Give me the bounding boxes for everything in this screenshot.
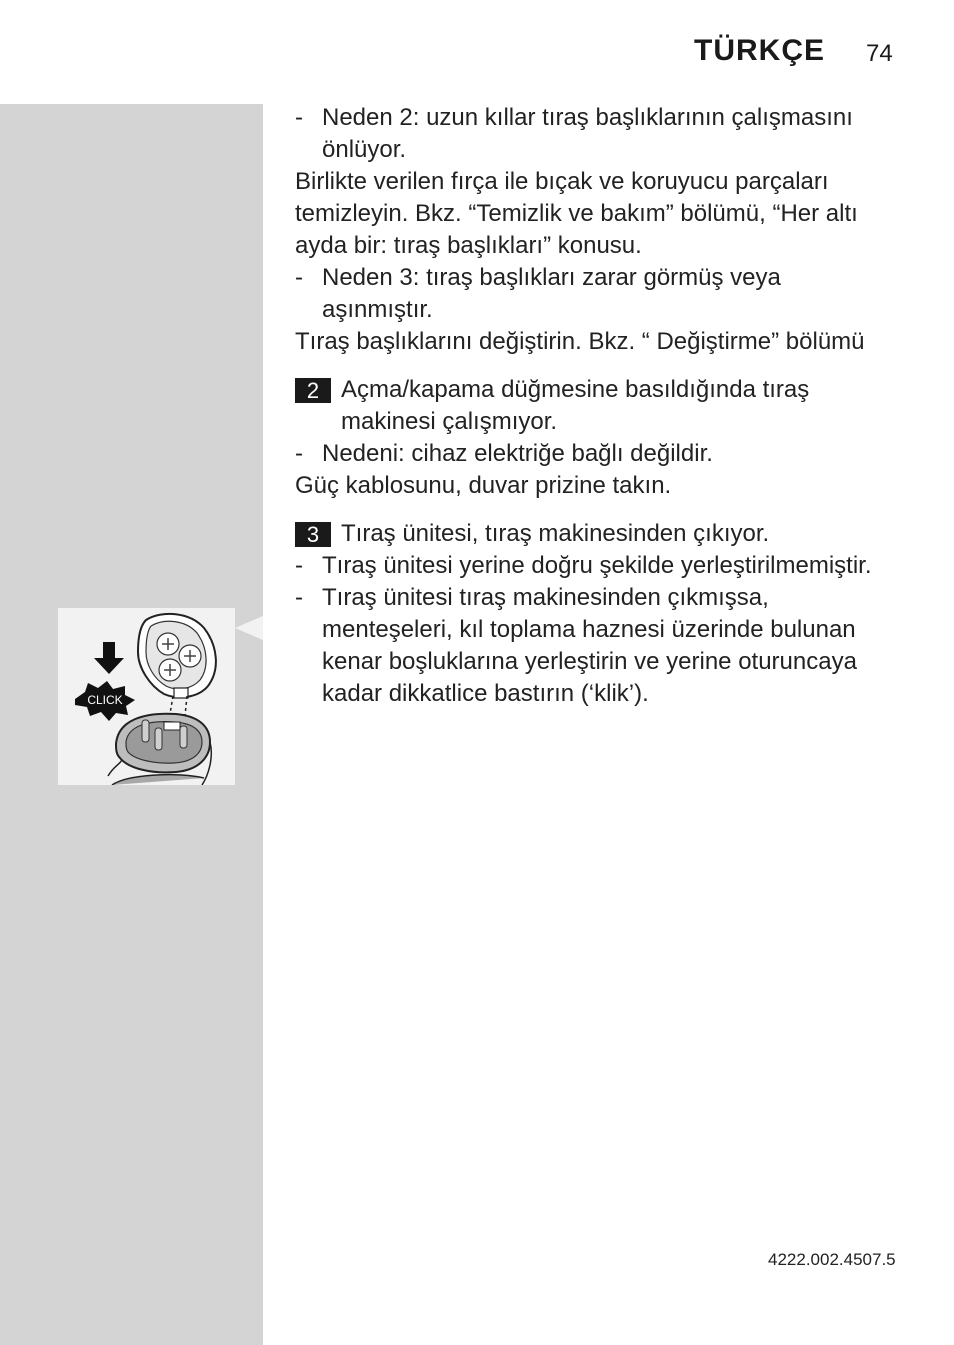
shaving-head-icon xyxy=(138,614,216,698)
cause-2-remedy: Birlikte verilen fırça ile bıçak ve koruyucu parçaları temizleyin. Bkz. “Temizlik ve bakım” bölümü, “Her altı ayda bir: tıraş başlıkları” konusu. xyxy=(295,168,858,259)
cause-2-text: Neden 2: uzun kıllar tıraş başlıklarının çalışmasını önlüyor. xyxy=(322,104,853,163)
click-burst-icon xyxy=(75,681,135,721)
bullet-dash: - xyxy=(295,552,303,579)
bullet-dash: - xyxy=(295,264,303,291)
main-content xyxy=(295,102,895,710)
shaver-body-icon xyxy=(108,714,211,785)
problem-3-cause-1-text: Tıraş ünitesi yerine doğru şekilde yerleştirilmemiştir. xyxy=(322,552,872,579)
problem-3-cause-2-text: Tıraş ünitesi tıraş makinesinden çıkmışsa, menteşeleri, kıl toplama haznesi üzerinde bulunan kenar boşluklarına yerleştirin ve yerine oturuncaya kadar dikkatlice bastırın (‘klik’). xyxy=(322,584,857,707)
click-label: CLICK xyxy=(87,693,123,707)
bullet-dash: - xyxy=(295,440,303,467)
problem-3-cause-1 xyxy=(295,550,895,582)
cause-3-text: Neden 3: tıraş başlıkları zarar görmüş veya aşınmıştır. xyxy=(322,264,781,323)
shaver-illustration xyxy=(58,608,235,785)
problem-3-cause-2 xyxy=(295,582,895,710)
step-number-badge: 2 xyxy=(295,378,331,403)
problem-2-heading xyxy=(295,374,895,438)
cause-2-item xyxy=(295,102,895,166)
problem-2-title: Açma/kapama düğmesine basıldığında tıraş makinesi çalışmıyor. xyxy=(341,376,810,435)
problem-2-cause xyxy=(295,438,895,470)
down-arrow-icon xyxy=(94,642,124,674)
shaver-head-hinge-illustration xyxy=(58,608,235,785)
page-number: 74 xyxy=(866,40,893,67)
document-code: 4222.002.4507.5 xyxy=(768,1250,896,1269)
step-number-badge: 3 xyxy=(295,522,331,547)
cause-3-item xyxy=(295,262,895,326)
problem-3-title: Tıraş ünitesi, tıraş makinesinden çıkıyor. xyxy=(341,520,770,547)
bullet-dash: - xyxy=(295,584,303,611)
problem-2-cause-text: Nedeni: cihaz elektriğe bağlı değildir. xyxy=(322,440,713,467)
problem-2-remedy: Güç kablosunu, duvar prizine takın. xyxy=(295,472,672,499)
cause-3-remedy: Tıraş başlıklarını değiştirin. Bkz. “ Değiştirme” bölümü xyxy=(295,328,865,355)
illustration-pointer xyxy=(235,616,263,640)
bullet-dash: - xyxy=(295,104,303,131)
page-title: TÜRKÇE xyxy=(694,34,825,67)
problem-3-heading xyxy=(295,518,895,550)
